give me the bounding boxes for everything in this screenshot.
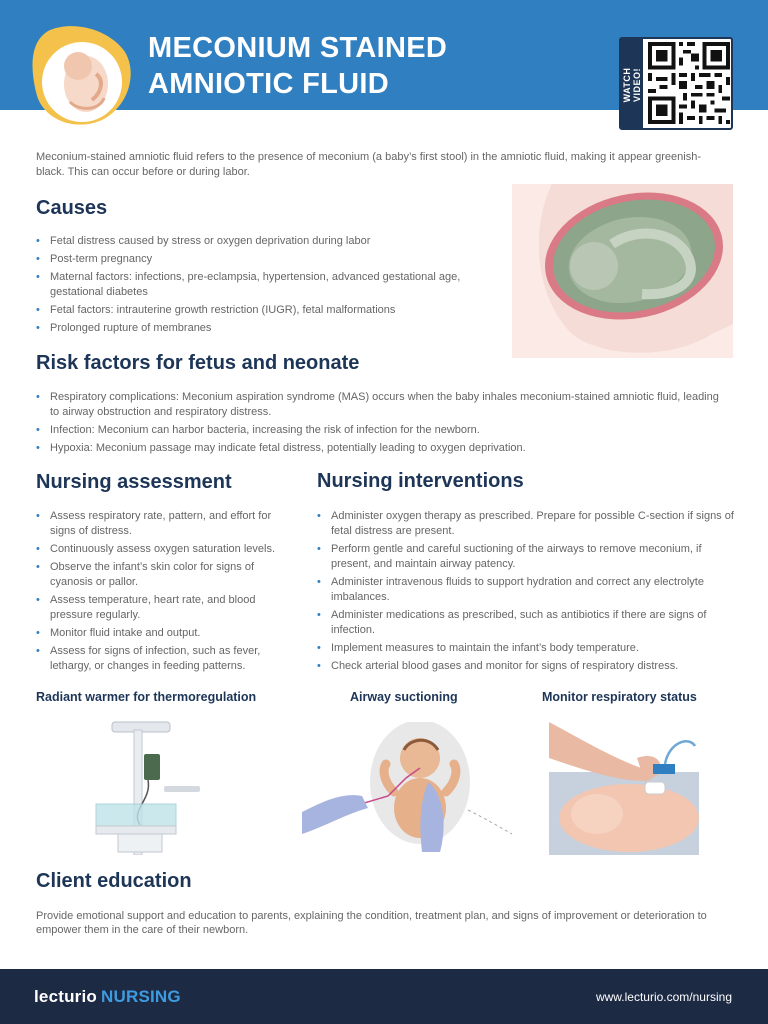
brand-suffix: NURSING (101, 987, 181, 1006)
list-item: • Continuously assess oxygen saturation levels. (36, 542, 296, 557)
list-item: • Observe the infant’s skin color for signs of cyanosis or pallor. (36, 560, 296, 590)
list-item: • Check arterial blood gases and monitor for signs of respiratory distress. (317, 659, 737, 674)
watch-video-qr[interactable] (619, 37, 733, 130)
list-item: • Implement measures to maintain the infant’s body temperature. (317, 641, 737, 656)
list-item: • Administer oxygen therapy as prescribed. Prepare for possible C-section if signs of fetal distress are present. (317, 509, 737, 539)
intro-text: Meconium-stained amniotic fluid refers to the presence of meconium (a baby’s first stool) in the amniotic fluid, making it appear greenish-black. This can occur before or during labor. (36, 151, 702, 178)
education-heading: Client education (36, 870, 192, 892)
warmer-caption: Radiant warmer for thermoregulation (36, 690, 257, 704)
respiratory-monitor-illustration (549, 722, 699, 855)
list-item: • Administer medications as prescribed, such as antibiotics if there are signs of infection. (317, 608, 737, 638)
footer-url-link[interactable]: www.lecturio.com/nursing (595, 990, 732, 1004)
title-line-2: AMNIOTIC FLUID (148, 68, 390, 100)
qr-label-text: WATCH VIDEO! (622, 67, 642, 103)
fetus-logo-icon (30, 22, 135, 130)
footer (0, 969, 768, 1024)
causes-list (36, 234, 466, 339)
lecturio-logo[interactable] (34, 987, 181, 1007)
list-item: • Respiratory complications: Meconium aspiration syndrome (MAS) occurs when the baby inhales meconium-stained amniotic fluid, leading to airway obstruction and respiratory distress. (36, 390, 726, 420)
page-title (148, 30, 447, 102)
list-item: • Assess for signs of infection, such as fever, lethargy, or changes in feeding patterns. (36, 644, 296, 674)
list-item: • Maternal factors: infections, pre-eclampsia, hypertension, advanced gestational age, gestational diabetes (36, 270, 466, 300)
brand-name: lecturio (34, 987, 98, 1006)
qr-side-label (621, 39, 643, 128)
assessment-heading: Nursing assessment (36, 471, 232, 493)
causes-heading: Causes (36, 197, 108, 219)
interventions-heading: Nursing interventions (317, 470, 524, 492)
uterus-illustration (512, 184, 733, 358)
list-item: • Perform gentle and careful suctioning of the airways to remove meconium, if present, and maintain airway patency. (317, 542, 737, 572)
interventions-list (317, 509, 737, 677)
suction-caption: Airway suctioning (350, 690, 458, 704)
list-item: • Assess respiratory rate, pattern, and effort for signs of distress. (36, 509, 296, 539)
risk-heading: Risk factors for fetus and neonate (36, 352, 360, 374)
list-item: • Hypoxia: Meconium passage may indicate fetal distress, potentially leading to oxygen deprivation. (36, 441, 726, 456)
risk-list (36, 390, 726, 459)
list-item: • Prolonged rupture of membranes (36, 321, 466, 336)
list-item: • Fetal factors: intrauterine growth restriction (IUGR), fetal malformations (36, 303, 466, 318)
list-item: • Fetal distress caused by stress or oxygen deprivation during labor (36, 234, 466, 249)
list-item: • Monitor fluid intake and output. (36, 626, 296, 641)
qr-code-icon (648, 42, 730, 124)
airway-suctioning-illustration (302, 722, 512, 855)
education-text: Provide emotional support and education to parents, explaining the condition, treatment plan, and signs of improvement or deterioration to empower them in the care of their newborn. (36, 910, 707, 936)
list-item: • Administer intravenous fluids to support hydration and correct any electrolyte imbalances. (317, 575, 737, 605)
list-item: • Infection: Meconium can harbor bacteria, increasing the risk of infection for the newborn. (36, 423, 726, 438)
radiant-warmer-illustration (90, 720, 200, 855)
title-line-1: MECONIUM STAINED (148, 32, 448, 64)
monitor-caption: Monitor respiratory status (542, 690, 697, 704)
list-item: • Post-term pregnancy (36, 252, 466, 267)
list-item: • Assess temperature, heart rate, and blood pressure regularly. (36, 593, 296, 623)
assessment-list (36, 509, 296, 677)
